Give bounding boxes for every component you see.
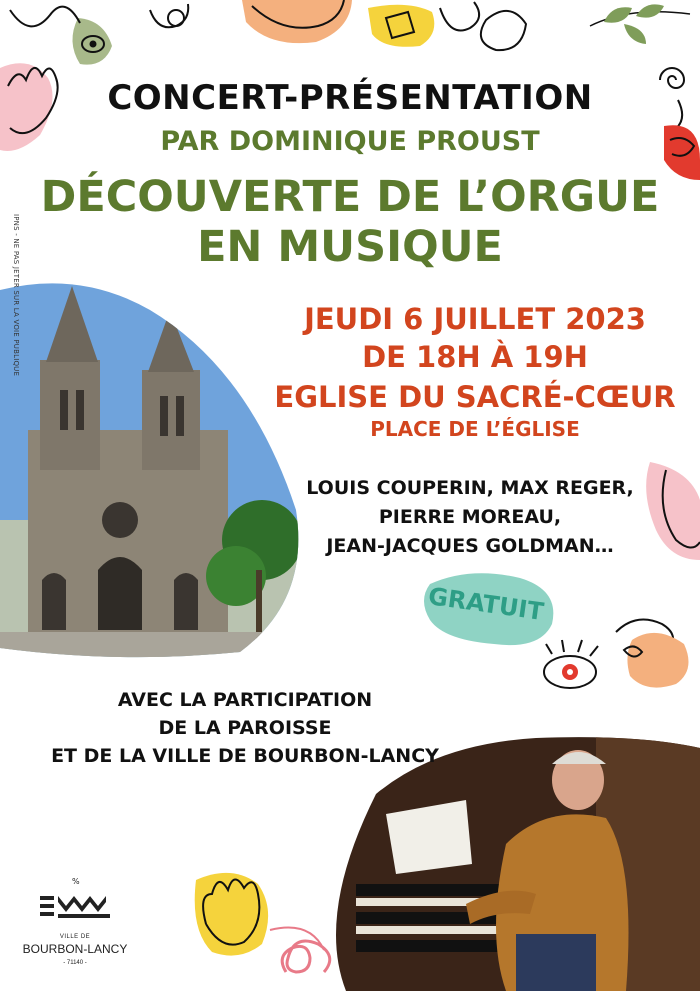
participation-line-1: AVEC LA PARTICIPATION: [117, 689, 373, 711]
program-line-1: LOUIS COUPERIN, MAX REGER,: [306, 477, 634, 499]
logo-prefix: VILLE DE: [59, 934, 91, 940]
event-time: DE 18H À 19H: [362, 340, 588, 374]
organist-photo: [316, 734, 700, 991]
program-composers: [290, 474, 650, 561]
headline: [0, 172, 700, 272]
event-venue: EGLISE DU SACRÉ-CŒUR: [274, 380, 676, 414]
town-logo-icon: [38, 874, 114, 934]
doodle-eye-icon: [72, 18, 112, 65]
church-photo: [0, 280, 310, 660]
program-line-3: JEAN-JACQUES GOLDMAN…: [326, 535, 614, 557]
participation-line-2: DE LA PAROISSE: [158, 717, 332, 739]
doodle-eye-icon: [544, 640, 598, 688]
concert-title: CONCERT-PRÉSENTATION: [107, 78, 593, 118]
program-line-2: PIERRE MOREAU,: [378, 506, 562, 528]
headline-line-1: DÉCOUVERTE DE L’ORGUE: [40, 172, 660, 222]
participation-line-3: ET DE LA VILLE DE BOURBON-LANCY: [51, 745, 439, 767]
logo-postal-code: - 71140 -: [63, 960, 87, 966]
doodle-hand-icon: [195, 873, 268, 956]
event-date: JEUDI 6 JUILLET 2023: [304, 302, 646, 336]
side-legal-note: IPNS - NE PAS JETER SUR LA VOIE PUBLIQUE: [12, 214, 20, 377]
headline-line-2: EN MUSIQUE: [197, 222, 503, 272]
event-place: PLACE DE L’ÉGLISE: [370, 417, 580, 441]
svg-text:%: %: [72, 877, 80, 886]
logo-name: BOURBON-LANCY: [22, 942, 128, 956]
leaf-branch-icon: [590, 4, 690, 44]
price-label: GRATUIT: [426, 582, 546, 626]
participation-note: [10, 686, 480, 770]
performer-subtitle: PAR DOMINIQUE PROUST: [160, 126, 540, 157]
